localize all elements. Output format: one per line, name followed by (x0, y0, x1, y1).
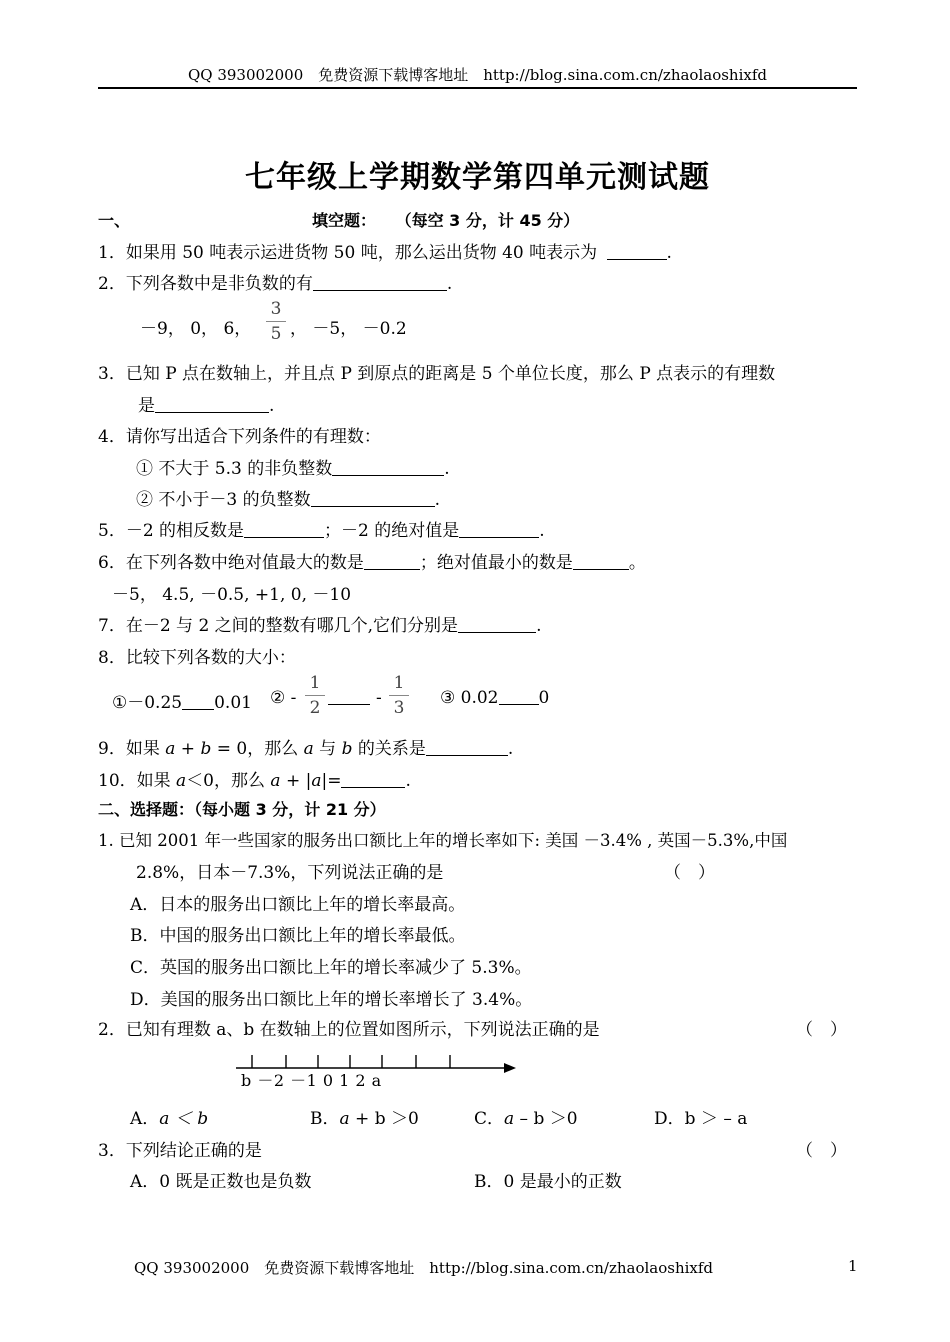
fraction-one-third (389, 673, 409, 718)
answer-blank[interactable] (607, 243, 667, 260)
variable-a: a (270, 771, 281, 791)
question-4-sub1-text: ① 不大于 5.3 的非负整数 (136, 459, 333, 479)
mc-question-1-option-c[interactable]: C．英国的服务出口额比上年的增长率减少了 5.3%。 (130, 958, 532, 978)
option-letter: A． (130, 1109, 160, 1129)
question-8-part2-b: - (376, 688, 382, 708)
question-8: 8．比较下列各数的大小： (98, 648, 296, 668)
variable-a: a (504, 1109, 515, 1129)
mc-question-2-option-d[interactable]: D．b ＞ – a (654, 1109, 748, 1129)
section1-note: （每空 3 分，计 45 分） (395, 211, 580, 230)
question-8-part2-a: ② - (270, 688, 297, 708)
answer-blank[interactable] (313, 274, 447, 291)
question-10-text-b: ＜0，那么 (186, 771, 271, 791)
question-10-text-c: + | (280, 771, 312, 791)
question-4-sub2 (136, 485, 440, 510)
mc-question-1-line1: 1. 已知 2001 年一些国家的服务出口额比上年的增长率如下: 美国 －3.4% , 英国－5.3%,中国 (98, 831, 788, 850)
question-8-part1 (112, 688, 252, 713)
question-2 (98, 269, 452, 294)
question-5-end: . (539, 521, 545, 541)
question-4-sub1-end: . (444, 459, 450, 479)
question-9 (98, 734, 513, 759)
mc-question-1-line2: 2.8%，日本－7.3%，下列说法正确的是 (136, 863, 444, 883)
question-3-line2 (138, 391, 274, 416)
question-4-sub2-end: . (434, 490, 441, 510)
mc-question-2: 2．已知有理数 a、b 在数轴上的位置如图所示，下列说法正确的是 (98, 1020, 600, 1040)
number-line-labels: b －2 －1 0 1 2 a (241, 1071, 382, 1090)
question-4: 4．请你写出适合下列条件的有理数： (98, 427, 381, 447)
variable-a: a (311, 771, 322, 791)
answer-blank[interactable] (328, 688, 370, 705)
fraction-numerator: 1 (393, 673, 405, 693)
question-6-text-mid: ；绝对值最小的数是 (419, 553, 573, 573)
question-5-text-mid: ；－2 的绝对值是 (324, 521, 460, 541)
question-3-line2-text: 是 (138, 396, 155, 416)
variable-b: b (341, 739, 353, 759)
option-b-expression: + b ＞0 (349, 1109, 419, 1129)
mc-question-3-option-b[interactable]: B．0 是最小的正数 (474, 1172, 622, 1192)
question-2-end: . (446, 274, 453, 294)
question-9-end: . (507, 739, 514, 759)
page-number: 1 (848, 1257, 858, 1275)
question-8-part1-a: ①－0.25 (112, 693, 183, 713)
answer-blank[interactable] (426, 739, 508, 756)
answer-blank[interactable] (364, 553, 420, 570)
answer-blank[interactable] (311, 490, 435, 507)
variable-a: a (339, 1109, 350, 1129)
page-header: QQ 393002000 免费资源下载博客地址 http://blog.sina.com.cn/zhaolaoshixfd (187, 66, 768, 84)
answer-blank[interactable] (341, 771, 405, 788)
question-9-text-e: 的关系是 (352, 739, 426, 759)
question-8-part2-blank-wrap (328, 688, 370, 708)
question-8-part1-b: 0.01 (214, 693, 252, 713)
question-2-list-a: －9， 0， 6， (140, 319, 252, 339)
answer-blank[interactable] (155, 396, 269, 413)
answer-blank[interactable] (499, 688, 539, 705)
question-8-part3-b: 0 (538, 688, 550, 708)
answer-blank[interactable] (458, 616, 536, 633)
section1-label (312, 208, 579, 231)
answer-blank[interactable] (182, 693, 214, 710)
answer-paren[interactable]: （ ） (796, 1020, 847, 1040)
page-footer: QQ 393002000 免费资源下载博客地址 http://blog.sina.com.cn/zhaolaoshixfd (134, 1259, 714, 1277)
question-10-text-a: 10．如果 (98, 771, 177, 791)
fraction-bar (266, 321, 286, 322)
option-c-expression: – b ＞0 (514, 1109, 578, 1129)
question-9-text-a: 9．如果 (98, 739, 166, 759)
question-7 (98, 611, 541, 636)
answer-blank[interactable] (573, 553, 629, 570)
question-9-text-d: 与 (313, 739, 342, 759)
option-letter: B． (310, 1109, 340, 1129)
question-10 (98, 766, 411, 791)
variable-a: a (303, 739, 314, 759)
question-1-text: 1．如果用 50 吨表示运进货物 50 吨，那么运出货物 40 吨表示为 (98, 243, 598, 263)
page-title: 七年级上学期数学第四单元测试题 (245, 160, 710, 195)
question-9-text-b: + (175, 739, 201, 759)
variable-b: b (200, 739, 212, 759)
header-rule (98, 87, 857, 89)
fraction-bar (389, 695, 409, 696)
question-2-text: 2．下列各数中是非负数的有 (98, 274, 313, 294)
mc-question-1-option-a[interactable]: A．日本的服务出口额比上年的增长率最高。 (130, 895, 466, 915)
question-6 (98, 548, 646, 573)
question-4-sub1 (136, 454, 450, 479)
fraction-denominator: 3 (393, 698, 405, 718)
fraction-numerator: 3 (270, 299, 282, 319)
question-8-part3-a: ③ 0.02 (440, 688, 499, 708)
fraction-numerator: 1 (309, 673, 321, 693)
fraction-denominator: 2 (309, 698, 321, 718)
fraction-bar (305, 695, 325, 696)
question-9-text-c: = 0，那么 (211, 739, 304, 759)
question-10-text-d: |= (321, 771, 342, 791)
variable-a: a (176, 771, 187, 791)
answer-blank[interactable] (459, 521, 539, 538)
variable-a: a (165, 739, 176, 759)
question-8-part3 (440, 688, 549, 708)
mc-question-2-option-a[interactable] (130, 1104, 208, 1129)
question-2-list-b: ， －5， －0.2 (290, 319, 407, 339)
section1-label-text: 填空题： (312, 211, 377, 230)
answer-blank[interactable] (244, 521, 324, 538)
answer-blank[interactable] (332, 459, 444, 476)
question-10-end: . (405, 771, 411, 791)
mc-question-1-option-b[interactable]: B．中国的服务出口额比上年的增长率最低。 (130, 926, 466, 946)
question-6-text-a: 6．在下列各数中绝对值最大的数是 (98, 553, 364, 573)
section2-title: 二、选择题：（每小题 3 分，计 21 分） (98, 800, 386, 819)
question-1 (98, 238, 672, 263)
question-4-sub2-text: ② 不小于－3 的负整数 (136, 490, 311, 510)
question-7-end: . (536, 616, 542, 636)
question-6-list: －5， 4.5, －0.5, +1, 0, －10 (112, 585, 352, 605)
question-3-line1: 3．已知 P 点在数轴上，并且点 P 到原点的距离是 5 个单位长度，那么 P 点表示的有理数 (98, 364, 776, 384)
answer-paren[interactable]: （ ） (796, 1141, 847, 1161)
question-3-end: . (269, 396, 275, 416)
fraction-three-fifths (266, 299, 286, 344)
mc-question-3-option-a[interactable]: A．0 既是正数也是负数 (130, 1172, 312, 1192)
option-a-expression: a ＜ b (159, 1109, 209, 1129)
number-line-ticks (252, 1055, 450, 1068)
fraction-denominator: 5 (270, 324, 282, 344)
mc-question-2-option-c[interactable] (474, 1104, 578, 1129)
fraction-one-half (305, 673, 325, 718)
section1-number: 一、 (98, 211, 131, 230)
question-6-end: 。 (628, 553, 646, 573)
option-letter: C． (474, 1109, 505, 1129)
question-1-end: . (666, 243, 672, 263)
question-5 (98, 516, 545, 541)
number-line-arrow (504, 1063, 516, 1073)
answer-paren[interactable]: （ ） (664, 863, 715, 883)
question-7-text: 7．在－2 与 2 之间的整数有哪几个,它们分别是 (98, 616, 459, 636)
mc-question-1-option-d[interactable]: D．美国的服务出口额比上年的增长率增长了 3.4%。 (130, 990, 533, 1010)
mc-question-2-option-b[interactable] (310, 1104, 419, 1129)
mc-question-3: 3．下列结论正确的是 (98, 1141, 262, 1161)
question-5-text-a: 5．－2 的相反数是 (98, 521, 245, 541)
